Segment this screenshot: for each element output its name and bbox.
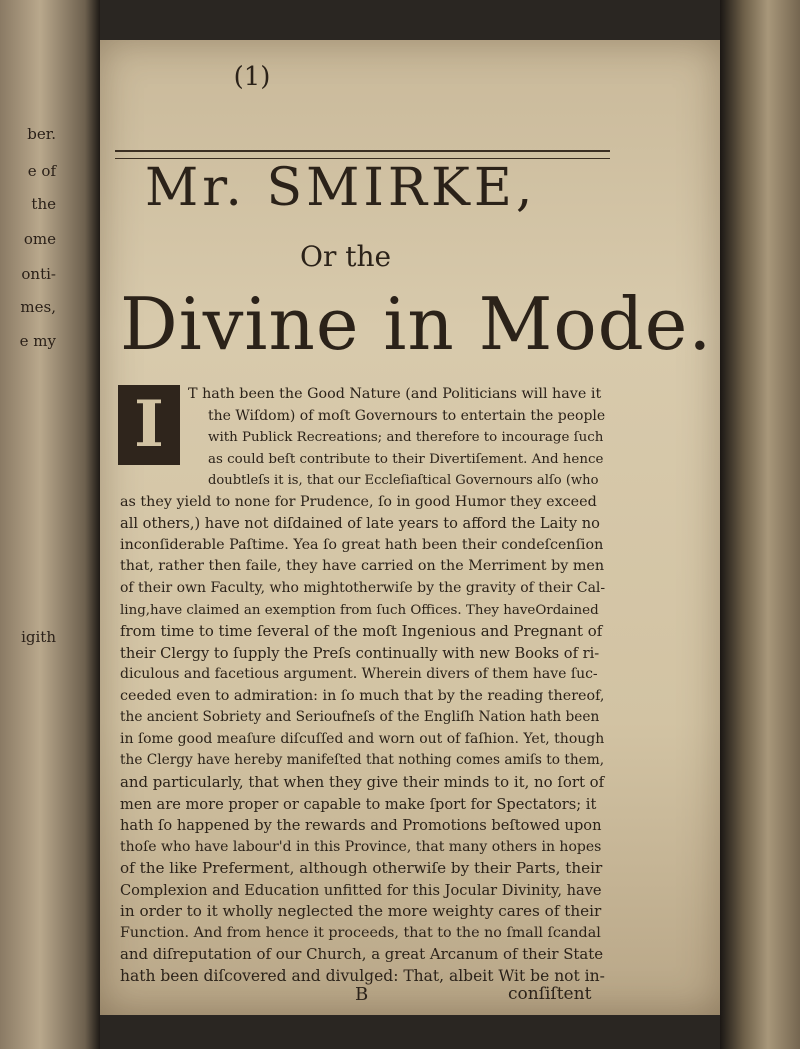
text-line: ling,have claimed an exemption from ſuch Offices. They haveOrdained: [120, 602, 599, 618]
text-line: and diſreputation of our Church, a great Arcanum of their State: [120, 945, 604, 964]
right-page-edge: [720, 0, 800, 1049]
text-line: as they yield to none for Prudence, ſo in good Humor they exceed: [120, 493, 597, 510]
text-line: Function. And from hence it proceeds, that to the no ſmall ſcandal: [120, 924, 601, 941]
margin-fragment: ber.: [27, 125, 56, 143]
text-line: of the like Preferment, although otherwiſe by their Parts, their: [120, 859, 603, 878]
page-subtitle: Or the: [300, 240, 392, 273]
text-line: ceeded even to admiration: in ſo much that by the reading thereof,: [120, 687, 605, 704]
text-line: T hath been the Good Nature (and Politicians will have it: [188, 386, 602, 402]
text-line: with Publick Recreations; and therefore to incourage ſuch: [208, 430, 604, 446]
text-line: from time to time ſeveral of the moſt Ingenious and Pregnant of: [120, 622, 603, 641]
left-page-gutter: [0, 0, 100, 1049]
margin-fragment: onti-: [21, 265, 56, 283]
text-line: hath ſo happened by the rewards and Promotions beſtowed upon: [120, 817, 602, 835]
text-line: men are more proper or capable to make ſport for Spectators; it: [120, 795, 597, 813]
page-title: Mr. SMIRKE,: [145, 158, 537, 218]
text-line: their Clergy to ſupply the Preſs continually with new Books of ri-: [120, 644, 600, 662]
text-line: in ſome good meaſure diſcuſſed and worn out of faſhion. Yet, though: [120, 730, 605, 747]
margin-fragment: ome: [23, 230, 56, 248]
text-line: the Clergy have hereby manifeſted that nothing comes amiſs to them,: [120, 752, 605, 769]
text-line: hath been diſcovered and divulged: That, albeit Wit be not in-: [120, 967, 605, 985]
text-line: in order to it wholly neglected the more weighty cares of their: [120, 902, 602, 921]
margin-fragment: the: [31, 195, 56, 213]
text-line: the Wiſdom) of moſt Governours to entertain the people: [208, 407, 606, 424]
text-line: Complexion and Education unfitted for this Jocular Divinity, have: [120, 881, 602, 899]
drop-cap: I: [118, 385, 180, 465]
margin-fragment: e my: [19, 332, 56, 350]
text-line: as could beſt contribute to their Divertiſement. And hence: [208, 451, 604, 467]
text-line: and particularly, that when they give their minds to it, no ſort of: [120, 773, 605, 791]
margin-fragment: e of: [27, 162, 56, 180]
text-line: diculous and facetious argument. Wherein divers of them have ſuc-: [120, 666, 598, 683]
text-line: thoſe who have labour'd in this Province, that many others in hopes: [120, 838, 602, 855]
page-number: (1): [233, 62, 271, 92]
text-line: doubtleſs it is, that our Eccleſiaſtical Governours alſo (who: [208, 473, 599, 489]
page-heading: Divine in Mode.: [120, 282, 713, 366]
margin-fragment: mes,: [20, 298, 56, 316]
text-line: all others,) have not diſdained of late years to afford the Laity no: [120, 515, 600, 533]
margin-fragment: igith: [21, 628, 56, 646]
text-line: inconſiderable Paſtime. Yea ſo great hath been their condeſcenſion: [120, 536, 604, 553]
signature-mark: B: [355, 983, 369, 1005]
catchword: conſiſtent: [508, 983, 592, 1004]
text-line: the ancient Sobriety and Serioufneſs of the Engliſh Nation hath been: [120, 709, 600, 726]
text-line: that, rather then faile, they have carried on the Merriment by men: [120, 558, 605, 575]
text-line: of their own Faculty, who mightotherwiſe by the gravity of their Cal-: [120, 580, 606, 596]
